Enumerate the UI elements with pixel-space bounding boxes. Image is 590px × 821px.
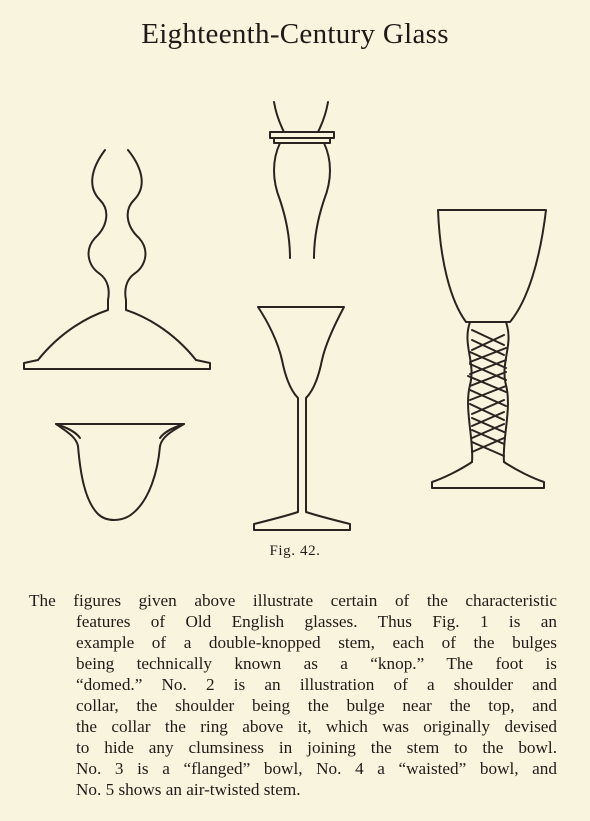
body-line: collar, the shoulder being the bulge near the top, and <box>76 696 557 715</box>
figure-caption: Fig. 42. <box>269 543 321 559</box>
body-line: No. 5 shows an air-twisted stem. <box>76 780 301 799</box>
fig2-shoulder-and-collar <box>270 102 334 258</box>
body-line: No. 3 is a “flanged” bowl, No. 4 a “waisted” bowl, and <box>76 759 557 778</box>
body-line: the collar the ring above it, which was originally devised <box>76 717 557 736</box>
fig5-air-twisted-stem <box>432 210 546 488</box>
body-line: features of Old English glasses. Thus Fig. 1 is an <box>76 612 557 631</box>
body-paragraph <box>29 590 557 800</box>
body-line: example of a double-knopped stem, each of the bulges <box>76 633 557 652</box>
fig1-double-knopped-stem <box>24 150 210 369</box>
body-line: being technically known as a “knop.” The foot is <box>76 654 557 673</box>
body-line: The figures given above illustrate certain of the characteristic <box>29 591 557 610</box>
body-line: “domed.” No. 2 is an illustration of a shoulder and <box>76 675 557 694</box>
fig3-flanged-bowl <box>56 424 184 520</box>
page-title: Eighteenth-Century Glass <box>141 18 449 50</box>
body-line: to hide any clumsiness in joining the stem to the bowl. <box>76 738 557 757</box>
fig4-waisted-bowl <box>254 307 350 530</box>
